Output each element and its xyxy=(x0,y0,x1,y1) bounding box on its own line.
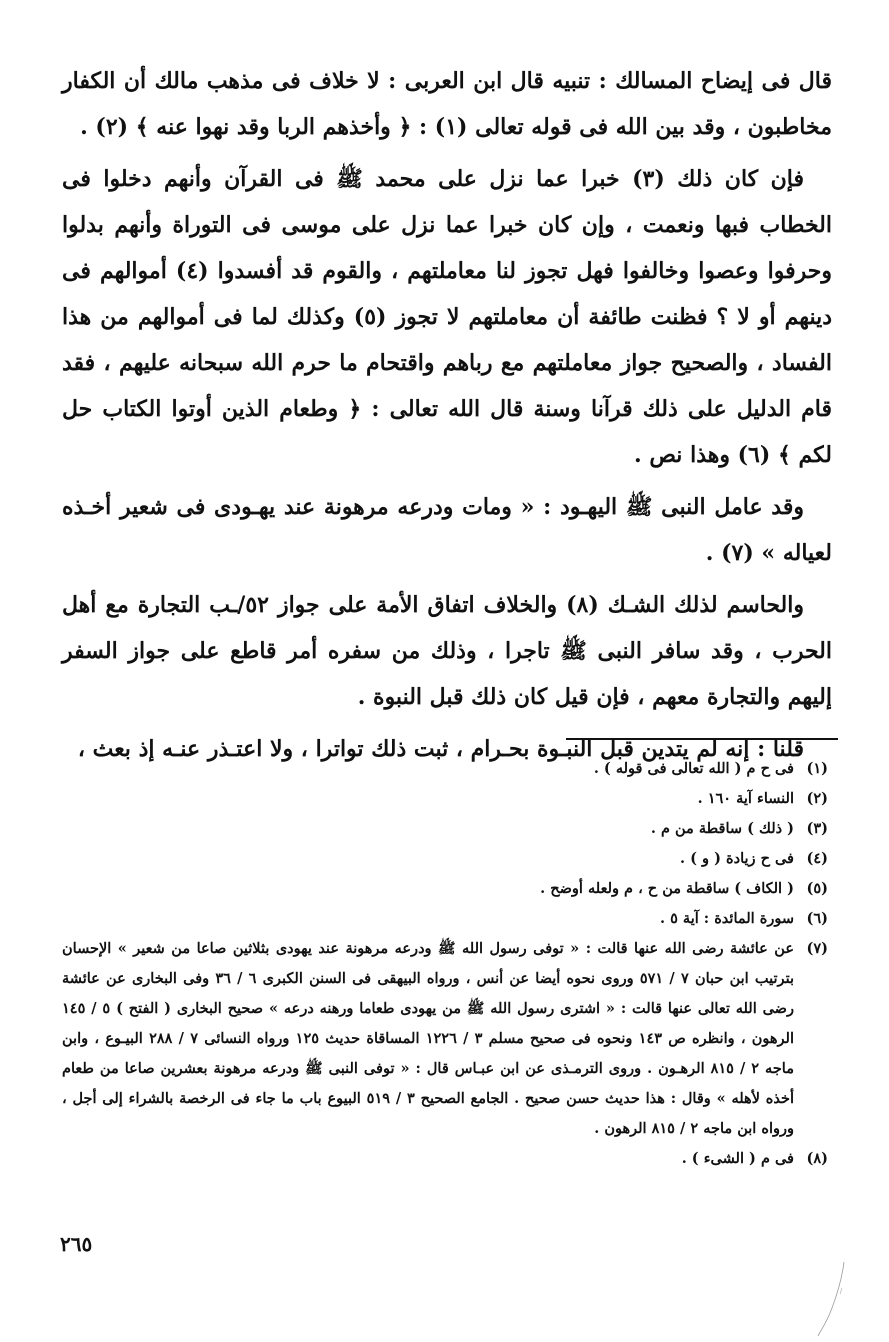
footnote-number: (٤) xyxy=(806,850,828,867)
footnote-text: سورة المائدة : آية ٥ . xyxy=(659,910,794,927)
footnote-2 xyxy=(62,784,828,814)
footnotes-section xyxy=(62,754,828,1174)
footnote-6 xyxy=(62,904,828,934)
page-number: ٢٦٥ xyxy=(60,1232,93,1256)
paragraph-1: قال فى إيضاح المسالك : تنبيه قال ابن العربى : لا خلاف فى مذهب مالك أن الكفار مخاطبون ، وقد بين الله فى قوله تعالى (١) : ﴿ وأخذهم الربا وقد نهوا عنه ﴾ (٢) . xyxy=(62,68,832,140)
footnote-text: فى ح م ( الله تعالى فى قوله ) . xyxy=(593,760,794,777)
paragraph-4: والحاسم لذلك الشـك (٨) والخلاف اتفاق الأمة على جواز ٥٢/ـب التجارة مع أهل الحرب ، وقد سافر النبى ﷺ تاجرا ، وذلك من سفره أمر قاطع على جواز السفر إليهم والتجارة معهم ، فإن قيل كان ذلك قبل النبوة . xyxy=(62,592,832,710)
footnote-number: (٨) xyxy=(806,1150,828,1167)
footnote-4 xyxy=(62,844,828,874)
footnote-number: (٥) xyxy=(806,880,828,897)
footnote-text: النساء آية ١٦٠ . xyxy=(697,790,794,807)
footnote-text: فى ح زيادة ( و ) . xyxy=(680,850,794,867)
footnote-text: عن عائشة رضى الله عنها قالت : « توفى رسول الله ﷺ ودرعه مرهونة عند يهودى بثلاثين صاعا من شعير » الإحسان بترتيب ابن حبان ٧ / ٥٧١ وروى نحوه أيضا عن أنس ، ورواه البيهقى فى السنن الكبرى ٦ / ٣٦ وفى البخارى عن عائشة رضى الله تعالى عنها قالت : « اشترى رسول الله ﷺ من يهودى طعاما ورهنه درعه » صحيح البخارى ( الفتح ) ٥ / ١٤٥ الرهون ، وانظره ص ١٤٣ ونحوه فى صحيح مسلم ٣ / ١٢٢٦ المساقاة حديث ١٢٥ ورواه النسائى ٧ / ٢٨٨ البيـوع ، وابن ماجه ٢ / ٨١٥ الرهـون . وروى الترمـذى عن ابن عبـاس قال : « توفى النبى ﷺ ودرعه مرهونة بعشرين صاعا من طعام أخذه لأهله » وقال : هذا حديث حسن صحيح . الجامع الصحيح ٣ / ٥١٩ البيوع باب ما جاء فى الرخصة بالشراء إلى أجل ، ورواه ابن ماجه ٢ / ٨١٥ الرهون . xyxy=(62,940,794,1137)
paragraph-3: وقد عامل النبى ﷺ اليهـود : « ومات ودرعه مرهونة عند يهـودى فى شعير أخـذه لعياله » (٧) . xyxy=(62,494,832,566)
paragraph-2: فإن كان ذلك (٣) خبرا عما نزل على محمد ﷺ فى القرآن وأنهم دخلوا فى الخطاب فبها ونعمت ، وإن كان خبرا عما نزل على موسى فى التوراة وأنهم بدلوا وحرفوا وعصوا وخالفوا فهل تجوز لنا معاملتهم ، والقوم قد أفسدوا (٤) أموالهم فى دينهم أو لا ؟ فظنت طائفة أن معاملتهم لا تجوز (٥) وكذلك لما فى أموالهم من هذا الفساد ، والصحيح جواز معاملتهم مع رباهم واقتحام ما حرم الله سبحانه عليهم ، فقد قام الدليل على ذلك قرآنا وسنة قال الله تعالى : ﴿ وطعام الذين أوتوا الكتاب حل لكم ﴾ (٦) وهذا نص . xyxy=(62,166,832,468)
footnote-number: (٢) xyxy=(806,790,828,807)
footnote-3 xyxy=(62,814,828,844)
footnote-text: فى م ( الشىء ) . xyxy=(681,1150,794,1167)
footnote-8 xyxy=(62,1144,828,1174)
footnote-number: (٣) xyxy=(806,820,828,837)
footnote-1 xyxy=(62,754,828,784)
footnote-number: (١) xyxy=(806,760,828,777)
margin-scribble-mark xyxy=(812,1258,852,1338)
footnote-number: (٧) xyxy=(806,940,828,957)
footnote-text: ( ذلك ) ساقطة من م . xyxy=(650,820,794,837)
footnote-number: (٦) xyxy=(806,910,828,927)
footnote-7 xyxy=(62,934,828,1144)
main-text-body xyxy=(62,58,832,778)
paragraph-5: قلنا : إنه لم يتدين قبل النبـوة بحـرام ، ثبت ذلك تواترا ، ولا اعتـذر عنـه إذ بعث ، xyxy=(77,736,804,762)
footnote-divider xyxy=(566,738,838,740)
footnote-text: ( الكاف ) ساقطة من ح ، م ولعله أوضح . xyxy=(540,880,794,897)
footnote-5 xyxy=(62,874,828,904)
